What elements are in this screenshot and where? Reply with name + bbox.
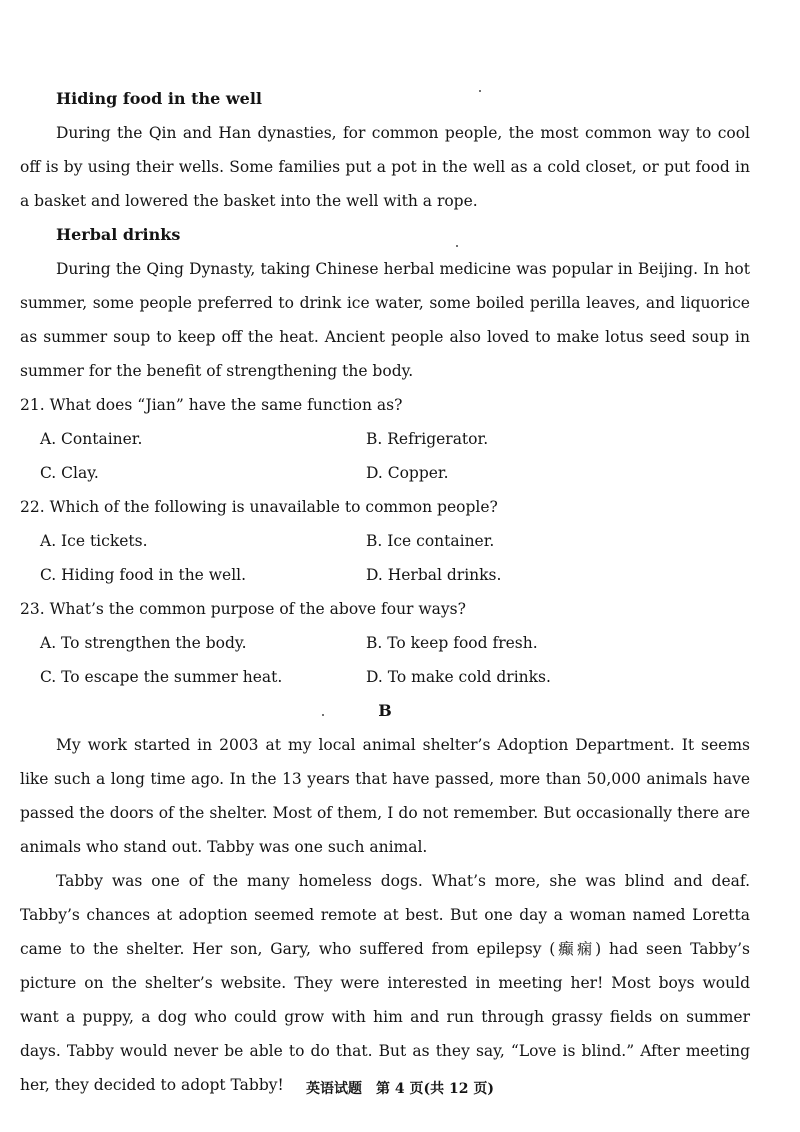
paragraph-b-1: My work started in 2003 at my local animal shelter’s Adoption Department. It seems like such a long time ago. In the 13 years that have passed, more than 50,000 animals have passed the doors of the shelter. Most of them, I do not remember. But occasionally there are animals who stand out. Tabby was one such animal. (20, 736, 750, 856)
option-d: D. To make cold drinks. (366, 668, 551, 686)
section-heading-herbal: Herbal drinks (56, 225, 181, 244)
option-d: D. Herbal drinks. (366, 566, 502, 584)
question-options (20, 422, 750, 490)
question-21 (20, 388, 750, 490)
option-a: A. To strengthen the body. (40, 634, 247, 652)
page-footer: 英语试题 第 4 页(共 12 页) (306, 1081, 494, 1097)
option-c: C. Hiding food in the well. (40, 566, 247, 584)
question-options (20, 626, 750, 694)
section-heading-well: Hiding food in the well (56, 89, 262, 108)
option-b: B. To keep food fresh. (366, 634, 538, 652)
question-stem: 23. What’s the common purpose of the above four ways? (20, 600, 466, 618)
paragraph-b-2: Tabby was one of the many homeless dogs. What’s more, she was blind and deaf. Tabby’s chances at adoption seemed remote at best. But one day a woman named Loretta came to the shelter. Her son, Gary, who suffered from epilepsy (癫痫) had seen Tabby’s picture on the shelter’s website. They were interested in meeting her! Most boys would want a puppy, a dog who could grow with him and run through grassy fields on summer days. Tabby would never be able to do that. But as they say, “Love is blind.” After meeting her, they decided to adopt Tabby! (20, 872, 750, 1094)
option-b: B. Refrigerator. (366, 430, 489, 448)
option-c: C. To escape the summer heat. (40, 668, 283, 686)
option-a: A. Container. (40, 430, 143, 448)
option-a: A. Ice tickets. (40, 532, 148, 550)
paragraph-well: During the Qin and Han dynasties, for common people, the most common way to cool off is by using their wells. Some families put a pot in the well as a cold closet, or put food in a basket and lowered the basket into the well with a rope. (20, 124, 750, 210)
paragraph-herbal: During the Qing Dynasty, taking Chinese herbal medicine was popular in Beijing. In hot summer, some people preferred to drink ice water, some boiled perilla leaves, and liquorice as summer soup to keep off the heat. Ancient people also loved to make lotus seed soup in summer for the benefit of strengthening the body. (20, 260, 750, 380)
option-b: B. Ice container. (366, 532, 495, 550)
question-22 (20, 490, 750, 592)
question-stem: 22. Which of the following is unavailable to common people? (20, 498, 498, 516)
question-23 (20, 592, 750, 694)
option-c: C. Clay. (40, 464, 99, 482)
option-d: D. Copper. (366, 464, 449, 482)
page-content (20, 82, 750, 1102)
question-stem: 21. What does “Jian” have the same function as? (20, 396, 403, 414)
section-letter-b: B (378, 701, 392, 720)
question-options (20, 524, 750, 592)
